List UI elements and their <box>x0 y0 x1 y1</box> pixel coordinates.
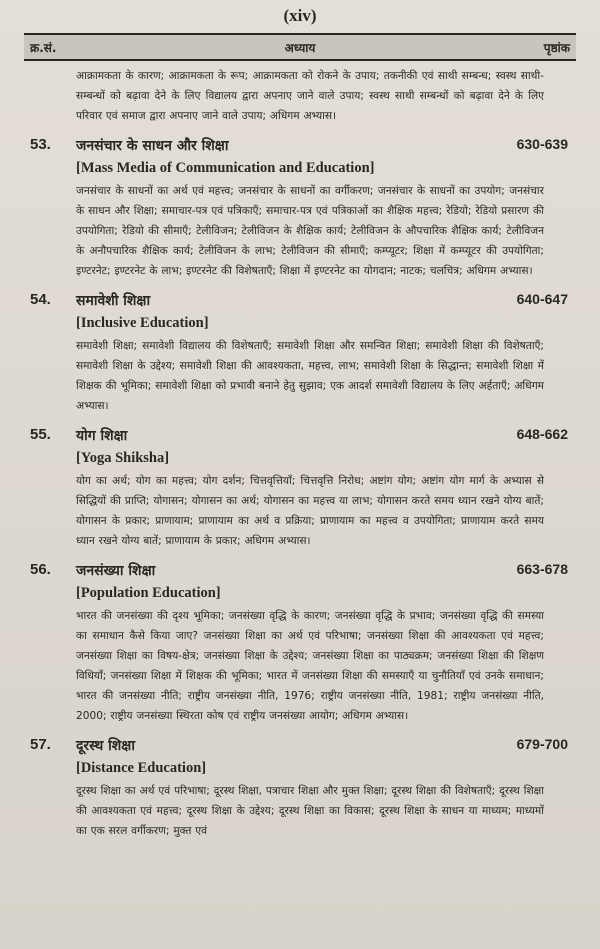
chapter-title: दूरस्थ शिक्षा <box>76 738 135 754</box>
chapter-description: दूरस्थ शिक्षा का अर्थ एवं परिभाषा; दूरस्थ शिक्षा, पत्राचार शिक्षा और मुक्त शिक्षा; दूरस्थ शिक्षा की विशेषताएँ; दूरस्थ शिक्षा की आवश्यकता एवं महत्त्व; दूरस्थ शिक्षा के उद्देश्य; दूरस्थ शिक्षा का विकास; दूरस्थ शिक्षा के साधन या माध्यम; माध्यमों का एक सरल वर्गीकरण; मुक्त एवं <box>76 785 544 837</box>
chapter-description: योग का अर्थ; योग का महत्त्व; योग दर्शन; चित्तवृत्तियाँ; चित्तवृत्ति निरोध; अष्टांग योग; अष्टांग योग मार्ग के अभ्यास से सिद्धियों की प्राप्ति; योगासन; योगासन का अर्थ; योगासन का महत्त्व या लाभ; योगासन करते समय ध्यान रखने योग्य बातें; योगासन के प्रकार; प्राणायाम; प्राणायाम का अर्थ व प्रक्रिया; प्राणायाम का महत्त्व व उपयोगिता; प्राणायाम करते समय ध्यान रखने योग्य बातें; प्राणायाम के प्रकार; अधिगम अभ्यास। <box>76 475 544 547</box>
chapter-entry <box>24 426 576 551</box>
chapter-entry <box>24 136 576 281</box>
chapter-pages: 640-647 <box>516 291 568 307</box>
chapter-number: 55. <box>30 426 51 443</box>
chapter-english-title: [Population Education] <box>76 585 221 601</box>
chapter-title: जनसंख्या शिक्षा <box>76 563 156 579</box>
chapter-english-title: [Inclusive Education] <box>76 315 209 331</box>
chapter-english-title: [Distance Education] <box>76 760 207 776</box>
chapter-description: भारत की जनसंख्या की दृश्य भूमिका; जनसंख्या वृद्धि के कारण; जनसंख्या वृद्धि के प्रभाव; जनसंख्या वृद्धि की समस्या का समाधान कैसे किया जाए? जनसंख्या शिक्षा का अर्थ एवं परिभाषा; जनसंख्या शिक्षा की आवश्यकता एवं महत्त्व; जनसंख्या शिक्षा का विषय-क्षेत्र; जनसंख्या शिक्षा के उद्देश्य; जनसंख्या शिक्षा का पाठ्यक्रम; जनसंख्या शिक्षा की शिक्षण विधियाँ; जनसंख्या शिक्षा में शिक्षक की भूमिका; भारत में जनसंख्या शिक्षा की समस्याएँ या चुनौतियाँ एवं उनके समाधान; भारत की जनसंख्या नीति; राष्ट्रीय जनसंख्या नीति, 1976; राष्ट्रीय जनसंख्या नीति, 1981; राष्ट्रीय जनसंख्या नीति, 2000; राष्ट्रीय जनसंख्या स्थिरता कोष एवं राष्ट्रीय जनसंख्या आयोग; अधिगम अभ्यास। <box>76 610 544 722</box>
chapter-title: समावेशी शिक्षा <box>76 293 151 309</box>
chapter-description: जनसंचार के साधनों का अर्थ एवं महत्त्व; जनसंचार के साधनों का वर्गीकरण; जनसंचार के साधनों का उपयोग; जनसंचार के साधन और शिक्षा; समाचार-पत्र एवं पत्रिकाएँ; समाचार-पत्र एवं पत्रिकाओं का शैक्षिक महत्त्व; रेडियो; रेडियो प्रसारण की उपयोगिता; रेडियो की सीमाएँ; टेलीविजन; टेलीविजन के शैक्षिक कार्य; टेलीविजन के औपचारिक शैक्षिक कार्य; टेलीविजन के अनौपचारिक शैक्षिक कार्य; टेलीविजन के लाभ; टेलीविजन की सीमाएँ; कम्प्यूटर; शिक्षा में कम्प्यूटर की उपयोगिता; इण्टरनेट; इण्टरनेट के लाभ; इण्टरनेट की विशेषताएँ; शिक्षा में इण्टरनेट का योगदान; नाटक; चलचित्र; अधिगम अभ्यास। <box>76 185 544 277</box>
chapter-description: समावेशी शिक्षा; समावेशी विद्यालय की विशेषताएँ; समावेशी शिक्षा और समन्वित शिक्षा; समावेशी शिक्षा की विशेषताएँ; समावेशी शिक्षा के उद्देश्य; समावेशी शिक्षा की आवश्यकता, महत्त्व, लाभ; समावेशी शिक्षा के सिद्धान्त; समावेशी शिक्षा में शिक्षक की भूमिका; समावेशी शिक्षा को प्रभावी बनाने हेतु सुझाव; एक आदर्श समावेशी विद्यालय के लिए अर्हताएँ; अधिगम अभ्यास। <box>76 340 544 412</box>
chapter-pages: 630-639 <box>516 136 568 152</box>
chapter-entry <box>24 561 576 726</box>
chapter-entry <box>24 736 576 841</box>
chapter-english-title: [Yoga Shiksha] <box>76 450 170 466</box>
chapter-entry <box>24 291 576 416</box>
chapter-pages: 679-700 <box>516 736 568 752</box>
chapter-title: योग शिक्षा <box>76 428 128 444</box>
header-serial-number: क्र.सं. <box>30 41 57 55</box>
chapter-number: 54. <box>30 291 51 308</box>
header-page-number: पृष्ठांक <box>543 41 570 55</box>
page-roman-number: (xiv) <box>283 6 317 25</box>
chapter-number: 53. <box>30 136 51 153</box>
chapter-number: 56. <box>30 561 51 578</box>
chapter-number: 57. <box>30 736 51 753</box>
chapter-title: जनसंचार के साधन और शिक्षा <box>76 138 229 154</box>
chapter-pages: 648-662 <box>516 426 568 442</box>
carry-over-description: आक्रामकता के कारण; आक्रामकता के रूप; आक्रामकता को रोकने के उपाय; तकनीकी एवं साथी सम्बन्ध; स्वस्थ साथी-सम्बन्धों को बढ़ावा देने के लिए विद्यालय द्वारा अपनाए जाने वाले उपाय; स्वस्थ साथी सम्बन्धों को बढ़ावा देने के लिए परिवार एवं समाज द्वारा अपनाए जाने वाले उपाय; अधिगम अभ्यास। <box>76 70 544 122</box>
table-header <box>24 33 576 61</box>
contents-list <box>24 66 576 841</box>
header-chapter: अध्याय <box>284 41 316 55</box>
chapter-pages: 663-678 <box>516 561 568 577</box>
chapter-english-title: [Mass Media of Communication and Education] <box>76 160 375 176</box>
